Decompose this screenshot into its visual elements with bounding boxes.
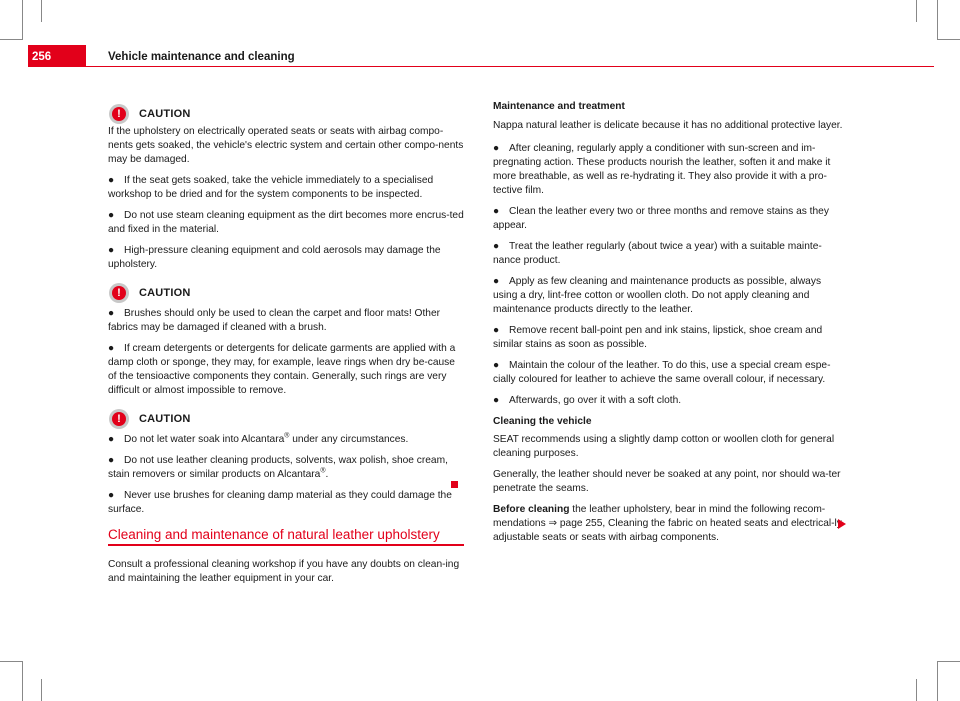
crop-mark	[916, 679, 917, 701]
crop-mark	[22, 0, 23, 40]
caution-bullet	[108, 342, 464, 398]
bullet-icon: ●	[108, 343, 115, 354]
crop-mark	[938, 39, 960, 40]
maintenance-bullet	[493, 205, 848, 233]
bullet-text: .	[325, 469, 329, 480]
bullet-icon: ●	[108, 455, 115, 466]
maintenance-bullet	[493, 394, 848, 408]
crop-mark	[41, 0, 42, 22]
left-column	[108, 103, 464, 517]
crop-mark	[938, 661, 960, 662]
caution-box-1	[108, 103, 464, 272]
bullet-text: Never use brushes for cleaning damp material as they could damage the surface.	[108, 490, 452, 515]
crop-mark	[22, 661, 23, 701]
cleaning-heading: Cleaning the vehicle	[493, 416, 592, 427]
bullet-icon: ●	[493, 276, 500, 287]
bullet-icon: ●	[493, 325, 500, 336]
exclamation-icon: !	[112, 286, 126, 300]
bullet-text: Clean the leather every two or three months and remove stains as they appear.	[493, 206, 829, 231]
caution-bullet	[108, 489, 464, 517]
exclamation-icon: !	[112, 412, 126, 426]
caution-title: CAUTION	[139, 287, 191, 299]
bullet-icon: ●	[493, 360, 500, 371]
caution-bullet	[108, 307, 464, 335]
maintenance-bullet	[493, 240, 848, 268]
bullet-icon: ●	[108, 308, 115, 319]
bullet-text: After cleaning, regularly apply a conditioner with sun-screen and im-pregnating action. These products nourish the leather, soften it and make it more breathable, as well as re-hydrating it. They also provide it with a pro-tective film.	[493, 143, 831, 196]
bullet-text: High-pressure cleaning equipment and cold aerosols may damage the upholstery.	[108, 245, 441, 270]
cleaning-paragraph: SEAT recommends using a slightly damp cotton or woollen cloth for general cleaning purposes.	[493, 434, 835, 459]
bullet-icon: ●	[493, 241, 500, 252]
maintenance-bullet	[493, 275, 848, 317]
bullet-text: Remove recent ball-point pen and ink stains, lipstick, shoe cream and similar stains as soon as possible.	[493, 325, 823, 350]
bullet-icon: ●	[108, 245, 115, 256]
registered-mark: ®	[284, 432, 290, 440]
maintenance-bullet	[493, 324, 848, 352]
caution-title: CAUTION	[139, 108, 191, 120]
crop-mark	[916, 0, 917, 22]
caution-title: CAUTION	[139, 413, 191, 425]
caution-icon	[109, 409, 129, 429]
cleaning-paragraph: Generally, the leather should never be soaked at any point, nor should wa-ter penetrate the seams.	[493, 469, 841, 494]
caution-heading	[108, 408, 464, 430]
maintenance-bullet	[493, 359, 848, 387]
bullet-text: If cream detergents or detergents for delicate garments are applied with a damp cloth or sponge, they may, for example, leave rings when dry be-cause of the tensioactive components they contain. Generally, such rings are very difficult or almost impossible to remove.	[108, 343, 456, 396]
caution-icon	[109, 283, 129, 303]
section-end-marker	[451, 481, 458, 488]
crop-mark	[937, 0, 938, 40]
continue-arrow-icon	[838, 519, 846, 529]
caution-heading	[108, 103, 464, 125]
crop-mark	[0, 39, 22, 40]
caution-bullet	[108, 433, 464, 447]
bullet-text: Do not let water soak into Alcantara	[124, 434, 285, 445]
bullet-text: Brushes should only be used to clean the carpet and floor mats! Other fabrics may be damaged if cleaned with a brush.	[108, 308, 440, 333]
bullet-icon: ●	[108, 434, 115, 445]
bullet-icon: ●	[108, 175, 115, 186]
caution-heading	[108, 282, 464, 304]
bullet-text: Apply as few cleaning and maintenance products as possible, always using a dry, lint-free cotton or woollen cloth. Do not apply cleaning and maintenance products directly to the leather.	[493, 276, 822, 315]
crop-mark	[0, 661, 22, 662]
header-rule	[86, 66, 934, 67]
bullet-text: under any circumstances.	[289, 434, 409, 445]
bullet-icon: ●	[108, 490, 115, 501]
maintenance-intro: Nappa natural leather is delicate because it has no additional protective layer.	[493, 120, 843, 131]
maintenance-heading: Maintenance and treatment	[493, 101, 625, 112]
before-cleaning-text: the leather upholstery, bear in mind the following recom-mendations ⇒ page 255, Cleaning the fabric on heated seats and electrical-ly adjustable seats or seats with airbag components.	[493, 504, 842, 543]
bullet-icon: ●	[493, 206, 500, 217]
caution-bullet	[108, 174, 464, 202]
bullet-text: Do not use steam cleaning equipment as the dirt becomes more encrus-ted and fixed in the material.	[108, 210, 464, 235]
crop-mark	[41, 679, 42, 701]
crop-mark	[937, 661, 938, 701]
caution-bullet	[108, 244, 464, 272]
page-number: 256	[32, 51, 52, 63]
bullet-text: If the seat gets soaked, take the vehicle immediately to a specialised workshop to be dried and for the system components to be inspected.	[108, 175, 434, 200]
section-body: Consult a professional cleaning workshop if you have any doubts on clean-ing and maintaining the leather equipment in your car.	[108, 559, 460, 584]
caution-icon	[109, 104, 129, 124]
section-title: Cleaning and maintenance of natural leather upholstery	[108, 527, 440, 542]
maintenance-bullet	[493, 142, 848, 198]
bullet-text: Do not use leather cleaning products, solvents, wax polish, shoe cream, stain removers or similar products on Alcantara	[108, 455, 448, 480]
before-cleaning-bold: Before cleaning	[493, 504, 570, 515]
caution-box-2	[108, 282, 464, 398]
before-cleaning-paragraph	[493, 503, 848, 545]
section-rule	[108, 544, 464, 546]
bullet-icon: ●	[493, 143, 500, 154]
caution-bullet	[108, 209, 464, 237]
bullet-icon: ●	[493, 395, 500, 406]
registered-mark: ®	[320, 467, 326, 475]
caution-bullet	[108, 454, 464, 482]
page-header-title: Vehicle maintenance and cleaning	[108, 51, 295, 63]
exclamation-icon: !	[112, 107, 126, 121]
caution-intro: If the upholstery on electrically operated seats or seats with airbag compo-nents gets soaked, the vehicle's electric system and certain other compo-nents may be damaged.	[108, 126, 464, 165]
bullet-text: Treat the leather regularly (about twice a year) with a suitable mainte-nance product.	[493, 241, 822, 266]
bullet-text: Afterwards, go over it with a soft cloth.	[509, 395, 682, 406]
right-column	[493, 100, 848, 545]
bullet-text: Maintain the colour of the leather. To do this, use a special cream espe-cially coloured for leather to achieve the same overall colour, if necessary.	[493, 360, 831, 385]
bullet-icon: ●	[108, 210, 115, 221]
caution-box-3	[108, 408, 464, 517]
